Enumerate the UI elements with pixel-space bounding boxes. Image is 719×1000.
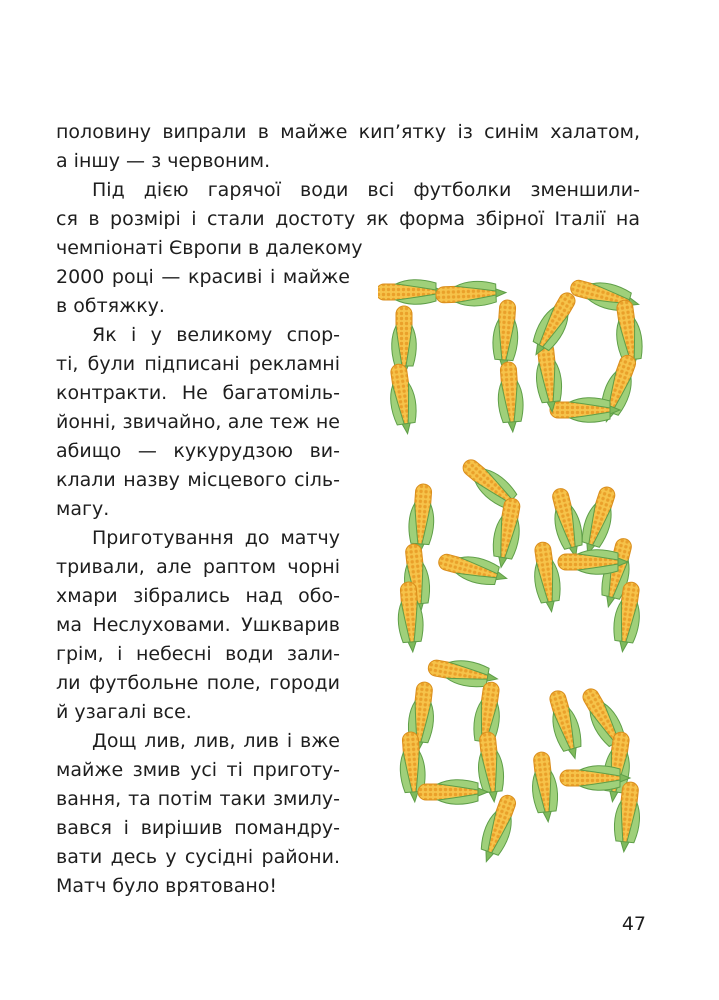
text-line: ті, були підписані рекламні [56, 353, 340, 375]
text-line: магу. [56, 498, 110, 520]
text-line: в обтяжку. [56, 295, 165, 317]
text-line: вався і вирішив помандру- [56, 817, 340, 839]
text-line: а іншу — з червоним. [56, 150, 271, 172]
text-line: майже змив усі ті приготу- [56, 759, 340, 781]
corn-letter-a-1 [530, 484, 645, 654]
text-line: Як і у великому спор- [92, 324, 340, 346]
corn-letter-d [398, 655, 522, 866]
text-line: Під дією гарячої води всі футболки зменшили- [92, 179, 640, 201]
corn-letters-illustration [378, 272, 658, 872]
text-line: клали назву місцевого сіль- [56, 469, 340, 491]
text-line: грім, і небесні води зали- [56, 643, 340, 665]
text-line: Матч було врятовано! [56, 875, 278, 897]
corn-letter-a-2 [529, 684, 644, 853]
text-line: контракти. Не багатоміль- [56, 382, 340, 404]
text-line: вати десь у сусідні райони. [56, 846, 340, 868]
text-line: 2000 році — красиві і майже [56, 266, 350, 288]
text-line: вання, та потім таки змилу- [56, 788, 340, 810]
text-line: абищо — кукурудзою ви- [56, 440, 340, 462]
corn-letter-p [378, 280, 525, 436]
text-line: ма Неслуховами. Ушкварив [56, 614, 340, 636]
corn-letter-o [525, 274, 645, 425]
corn-letter-r [396, 453, 527, 652]
text-line: тривали, але раптом чорні [56, 556, 340, 578]
text-line: й узагалі все. [56, 701, 192, 723]
text-line: половину випрали в майже кип’ятку із синім халатом, [56, 121, 640, 143]
text-line: Приготування до матчу [92, 527, 340, 549]
text-line: ли футбольне поле, городи [56, 672, 340, 694]
text-line: Дощ лив, лив, лив і вже [92, 730, 340, 752]
page-number: 47 [621, 913, 646, 935]
text-line: ся в розмірі і стали достоту як форма збірної Італії на [56, 208, 640, 230]
text-line: хмари зібрались над обо- [56, 585, 340, 607]
text-line: йонні, звичайно, але теж не [56, 411, 340, 433]
text-line: чемпіонаті Європи в далекому [56, 237, 363, 259]
